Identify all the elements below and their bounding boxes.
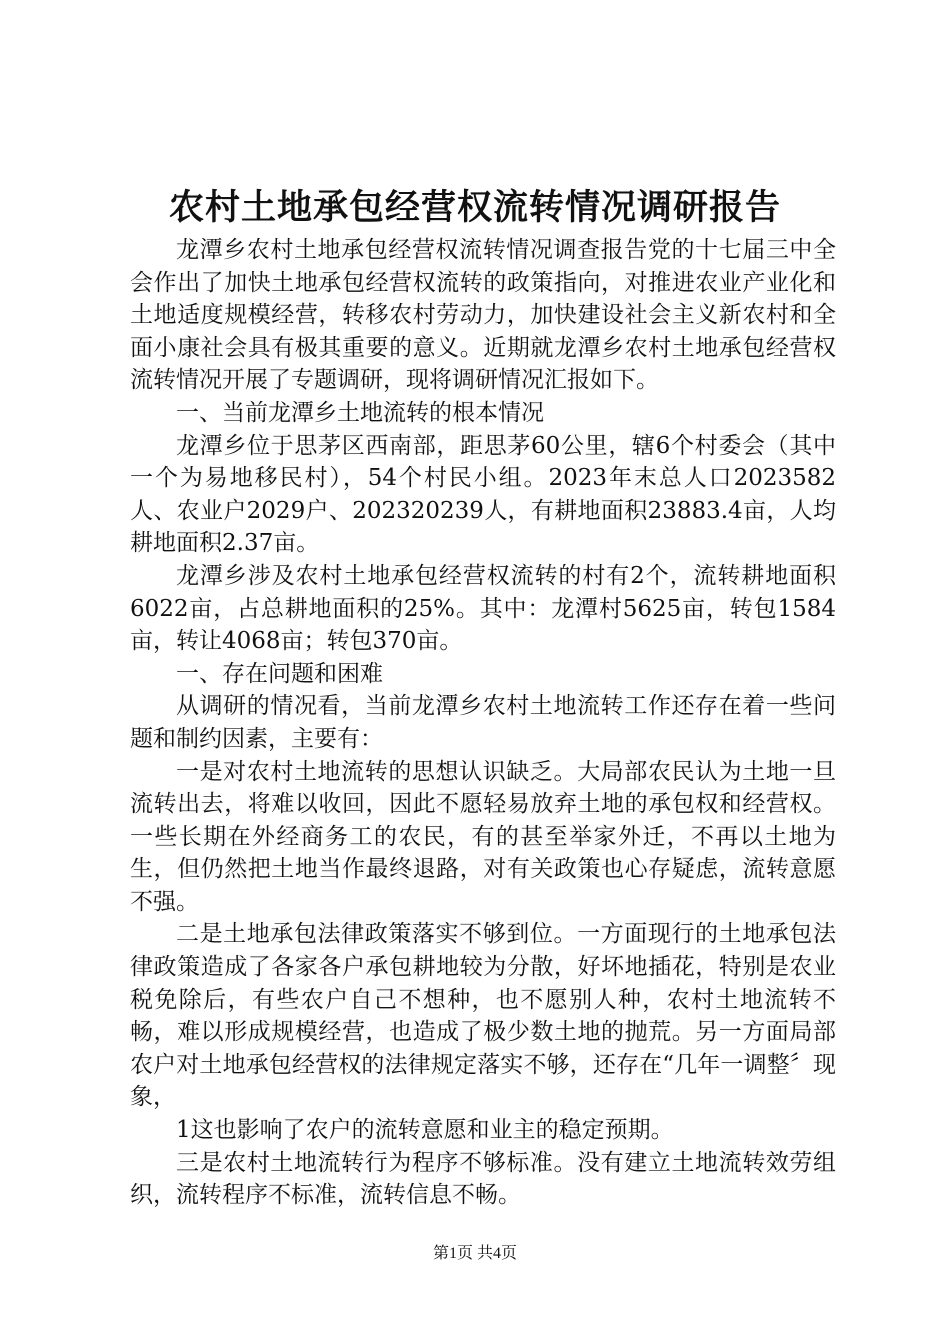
section-heading-basic-situation: 一、当前龙潭乡土地流转的根本情况 [176,399,544,426]
paragraph-intro: 龙潭乡农村土地承包经营权流转情况调查报告党的十七届三中全会作出了加快土地承包经营权流转的政策指向，对推进农业产业化和土地适度规模经营，转移农村劳动力，加快建设社会主义新农村和全面小康社会具有极其重要的意义。近期就龙潭乡农村土地承包经营权流转情况开展了专题调研，现将调研情况汇报如下。 [130,237,836,394]
document-body [130,234,836,1212]
paragraph-problem-one: 一是对农村土地流转的思想认识缺乏。大局部农民认为土地一旦流转出去，将难以收回，因此不愿轻易放弃土地的承包权和经营权。一些长期在外经商务工的农民，有的甚至举家外迁，不再以土地为生，但仍然把土地当作最终退路，对有关政策也心存疑虑，流转意愿不强。 [130,758,836,915]
paragraph-problems-intro: 从调研的情况看，当前龙潭乡农村土地流转工作还存在着一些问题和制约因素，主要有： [130,693,836,752]
page-number-footer: 第1页 共4页 [432,1245,517,1262]
paragraph-problem-three: 三是农村土地流转行为程序不够标准。没有建立土地流转效劳组织，流转程序不标准，流转信息不畅。 [130,1149,836,1209]
document-title: 农村土地承包经营权流转情况调研报告 [168,187,781,228]
paragraph-problem-two-cont: 1这也影响了农户的流转意愿和业主的稳定预期。 [176,1117,674,1144]
paragraph-transfer-stats: 龙潭乡涉及农村土地承包经营权流转的村有2个，流转耕地面积6022亩，占总耕地面积的25%。其中：龙潭村5625亩，转包1584亩，转让4068亩；转包370亩。 [130,562,836,655]
paragraph-problem-two: 二是土地承包法律政策落实不够到位。一方面现行的土地承包法律政策造成了各家各户承包耕地较为分散，好坏地插花，特别是农业税免除后，有些农户自己不想种，也不愿别人种，农村土地流转不畅，难以形成规模经营，也造成了极少数土地的抛荒。另一方面局部农户对土地承包经营权的法律规定落实不够，还存在“几年一调整〞现象， [130,921,836,1111]
paragraph-overview: 龙潭乡位于思茅区西南部，距思茅60公里，辖6个村委会（其中一个为易地移民村），54个村民小组。2023年末总人口2023582人、农业户2029户、202320239人，有耕地面积23883.4亩，人均耕地面积2.37亩。 [130,432,836,557]
section-heading-problems: 一、存在问题和困难 [176,660,383,687]
